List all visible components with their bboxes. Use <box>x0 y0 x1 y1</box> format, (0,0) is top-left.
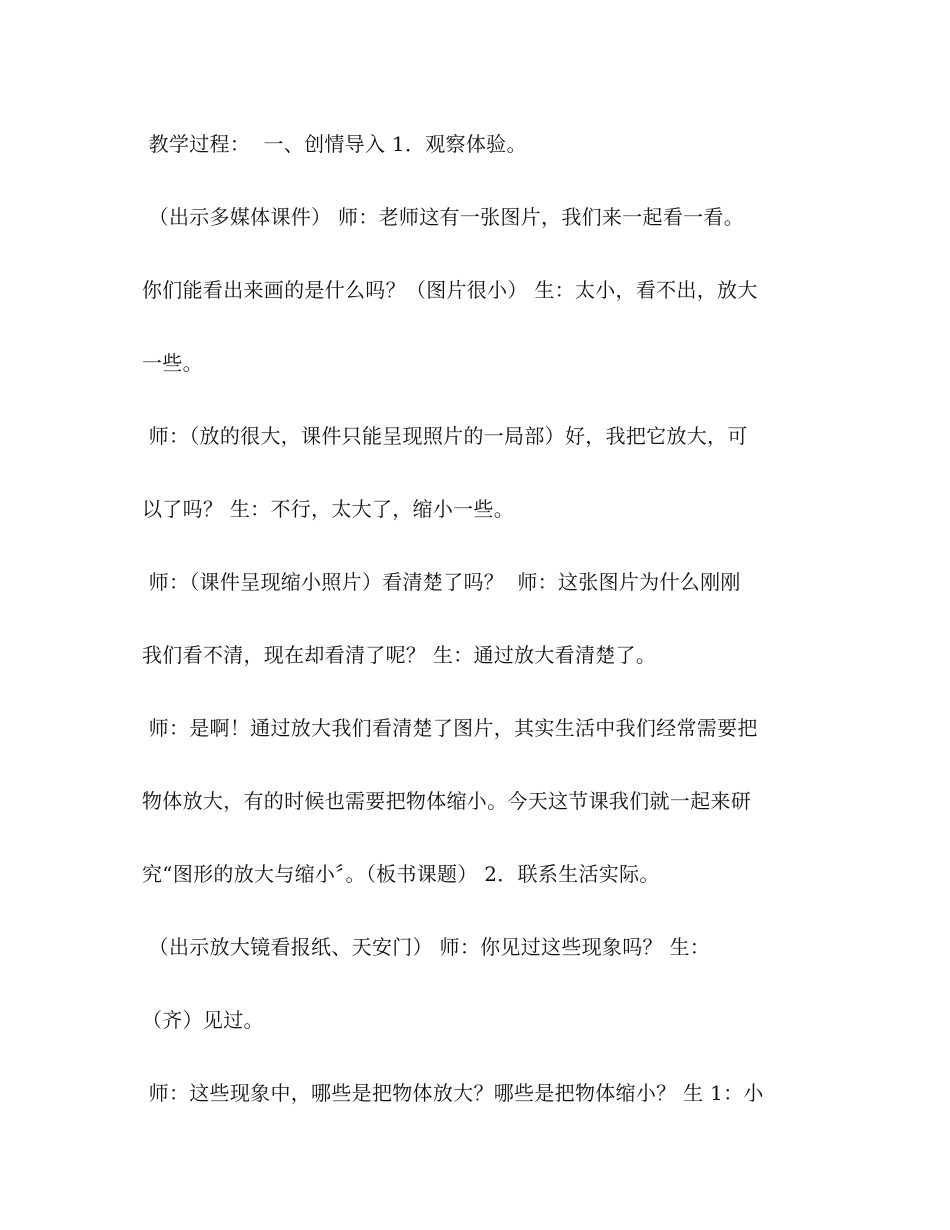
text-line: 师：（课件呈现缩小照片）看清楚了吗？ 师：这张图片为什么刚刚 <box>142 570 741 594</box>
text-line: （出示多媒体课件） 师：老师这有一张图片，我们来一起看一看。 <box>142 205 745 229</box>
text-line: 你们能看出来画的是什么吗？（图片很小） 生：太小，看不出，放大 <box>142 278 758 302</box>
text-line: （齐）见过。 <box>142 1008 264 1032</box>
text-line: 以了吗？ 生：不行，太大了，缩小一些。 <box>142 497 515 521</box>
text-line: 究“图形的放大与缩小〞。（板书课题） 2．联系生活实际。 <box>142 862 660 886</box>
text-line: 师：这些现象中，哪些是把物体放大？哪些是把物体缩小？ 生 1：小 <box>142 1081 764 1105</box>
text-line: 我们看不清，现在却看清了呢？ 生：通过放大看清楚了。 <box>142 643 657 667</box>
text-line: 教学过程： 一、创情导入 1．观察体验。 <box>142 132 527 156</box>
text-line: 物体放大，有的时候也需要把物体缩小。今天这节课我们就一起来研 <box>142 789 751 813</box>
text-line: 一些。 <box>142 351 203 375</box>
text-line: 师：（放的很大，课件只能呈现照片的一局部）好，我把它放大，可 <box>142 424 748 448</box>
text-line: （出示放大镜看报纸、天安门） 师：你见过这些现象吗？ 生： <box>142 935 711 959</box>
text-line: 师：是啊！通过放大我们看清楚了图片，其实生活中我们经常需要把 <box>142 716 758 740</box>
